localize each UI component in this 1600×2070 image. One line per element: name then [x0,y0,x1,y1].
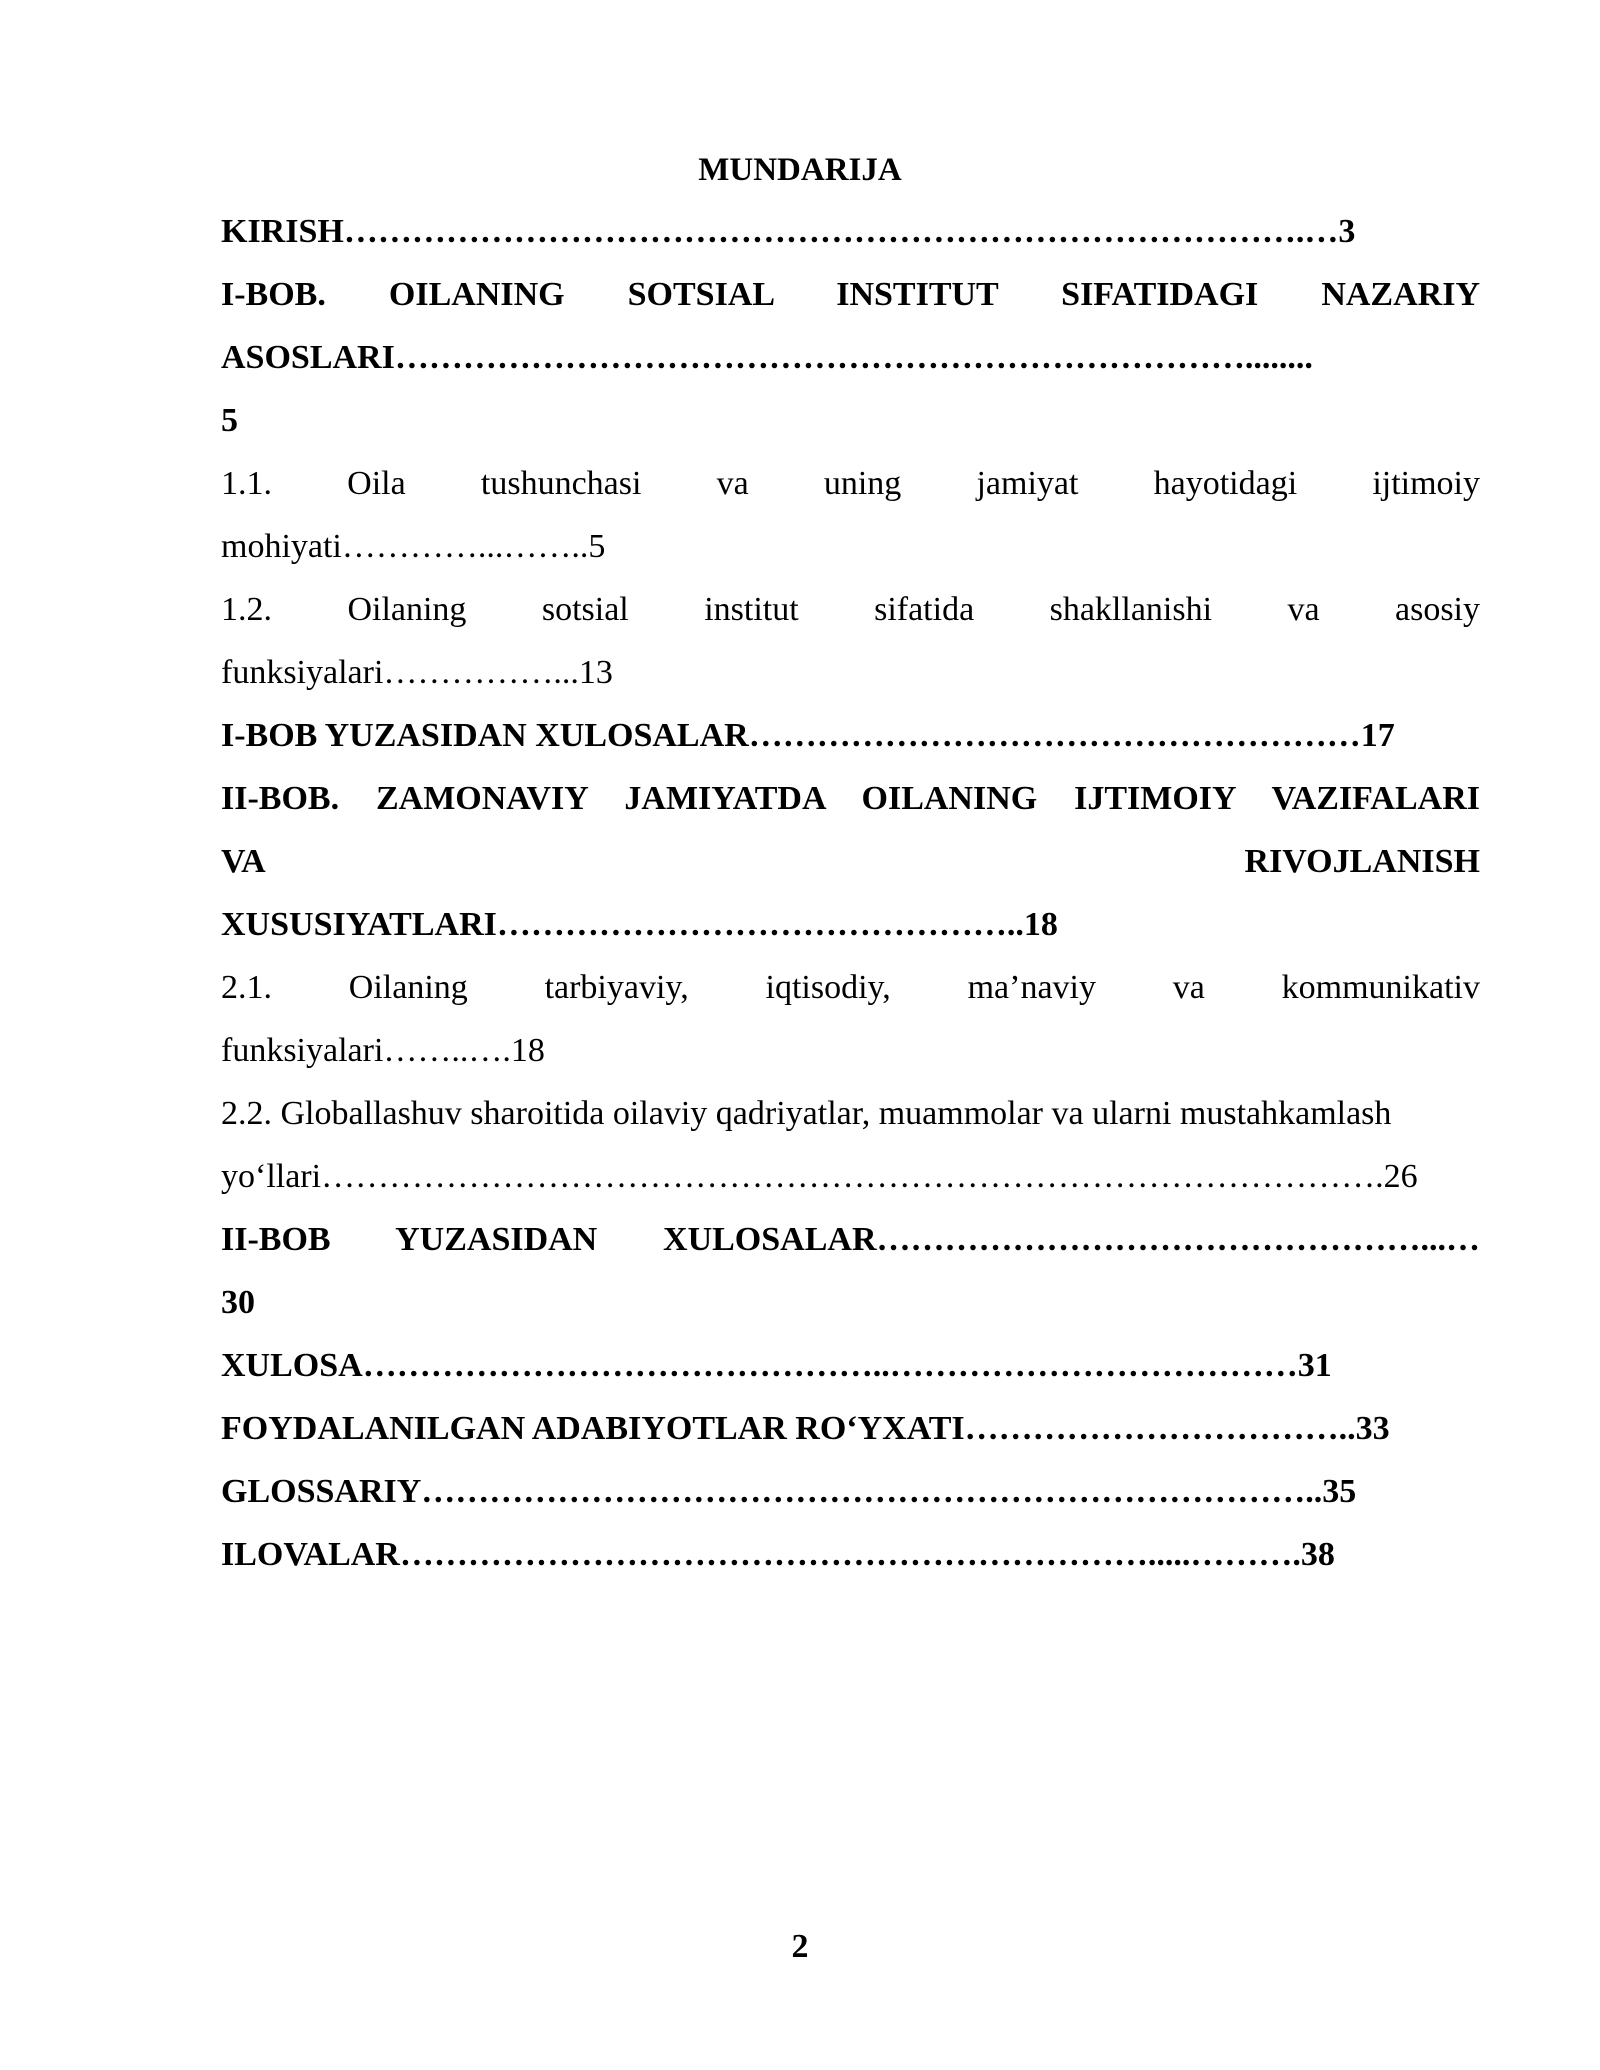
toc-line: 1.1. Oila tushunchasi va uning jamiyat hayotidagi ijtimoiy [221,465,1480,502]
toc-line: II-BOB. ZAMONAVIY JAMIYATDA OILANING IJTIMOIY VAZIFALARI [221,780,1480,817]
toc-line: 1.2. Oilaning sotsial institut sifatida shakllanishi va asosiy [221,591,1480,628]
toc-line: ASOSLARI…………………………………………………………………........ [221,339,1313,376]
toc-line: I-BOB. OILANING SOTSIAL INSTITUT SIFATIDAGI NAZARIY [221,276,1480,313]
toc-line: XUSUSIYATLARI………………………………………..18 [221,906,1058,943]
toc-line: ILOVALAR………………………………………………………….....……….38 [221,1536,1335,1573]
toc-line: FOYDALANILGAN ADABIYOTLAR RO‘YXATI……………………………..33 [221,1410,1390,1447]
toc-line: I-BOB YUZASIDAN XULOSALAR………………………………………………17 [221,717,1395,754]
toc-line: 2.1. Oilaning tarbiyaviy, iqtisodiy, ma’naviy va kommunikativ [221,969,1480,1006]
toc-line: yo‘llari………………………………………………………………………………….26 [221,1158,1418,1195]
toc-line: mohiyati…………...……..5 [221,528,606,565]
toc-line: XULOSA………………………………………..………………………………31 [221,1347,1332,1384]
toc-line: VA RIVOJLANISH [221,843,1480,880]
page-title: MUNDARIJA [698,152,902,188]
toc-line: 2.2. Globallashuv sharoitida oilaviy qadriyatlar, muammolar va ularni mustahkamlash [221,1095,1392,1132]
page-number: 2 [791,1928,809,1965]
toc-line: 5 [221,402,238,439]
toc-line: funksiyalari……..….18 [221,1032,545,1069]
toc-line: GLOSSARIY……………………………………………………………………..35 [221,1473,1357,1510]
toc-line: KIRISH………………………………………………………………………….…3 [221,213,1356,250]
toc-line: II-BOB YUZASIDAN XULOSALAR…………………………………………...… [221,1221,1480,1258]
toc-line: funksiyalari……………...13 [221,654,613,691]
table-of-contents [221,200,1480,1586]
toc-line: 30 [221,1284,255,1321]
